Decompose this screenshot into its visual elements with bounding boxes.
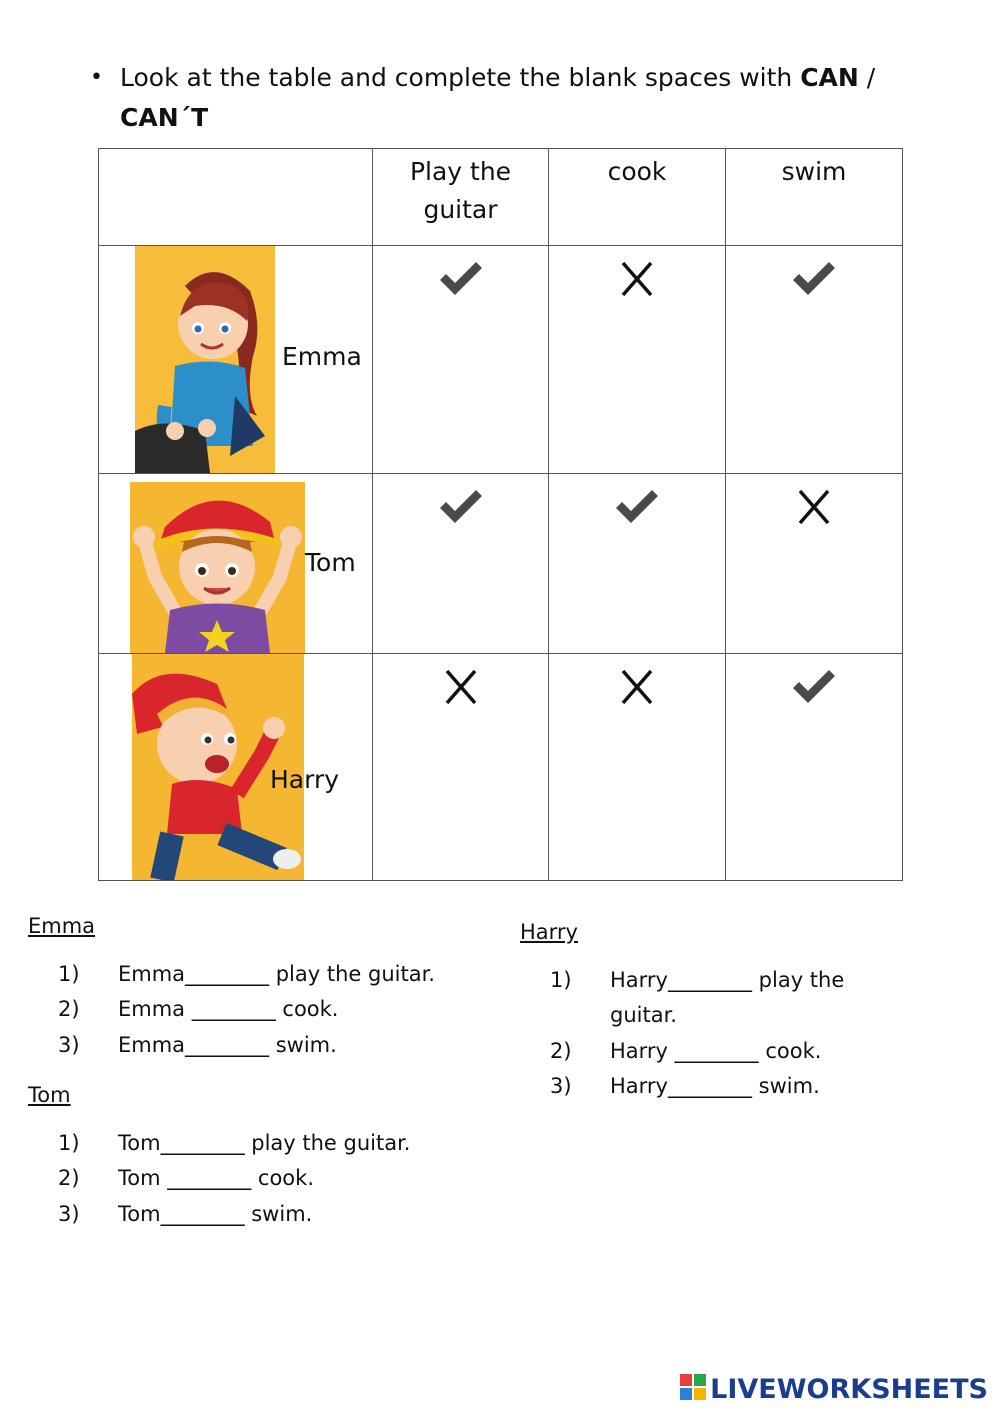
item-text: Tom________ swim. [118, 1202, 313, 1226]
logo-text: LIVEWORKSHEETS [710, 1373, 988, 1405]
emma-picture [135, 246, 275, 473]
header-cook: cook [549, 149, 726, 246]
table-row-harry [99, 654, 903, 881]
item-number: 2) [58, 1166, 80, 1190]
item-text: Tom________ play the guitar. [118, 1131, 411, 1155]
cross-icon [549, 668, 725, 706]
table-row-emma [99, 246, 903, 474]
item-number: 1) [550, 968, 572, 992]
instruction [90, 58, 900, 138]
emma-cook-cell [549, 246, 726, 474]
harry-name: Harry [270, 765, 340, 794]
tom-picture [130, 482, 305, 653]
instruction-text [120, 58, 900, 138]
can-word: CAN [800, 63, 859, 92]
harry-section-title: Harry [520, 920, 578, 944]
item-text-continuation: guitar. [610, 1003, 677, 1027]
check-icon [549, 488, 725, 526]
instruction-lead: Look at the table and complete the blank spaces with [120, 63, 801, 92]
tom-swim-cell [726, 474, 903, 654]
liveworksheets-icon [680, 1374, 706, 1404]
item-text: Harry________ swim. [610, 1074, 820, 1098]
header-swim: swim [726, 149, 903, 246]
harry-cook-cell [549, 654, 726, 881]
header-play-guitar: Play the guitar [373, 149, 549, 246]
tom-cook-cell [549, 474, 726, 654]
item-number: 1) [58, 1131, 80, 1155]
harry-swim-cell [726, 654, 903, 881]
empty-corner-cell [99, 149, 373, 246]
item-text: Harry________ play the [610, 968, 845, 992]
liveworksheets-logo[interactable] [680, 1372, 988, 1406]
harry-cell [99, 654, 373, 881]
header-row [99, 149, 903, 246]
item-text: Emma________ play the guitar. [118, 962, 435, 986]
emma-section-title: Emma [28, 914, 96, 938]
item-text: Tom ________ cook. [118, 1166, 314, 1190]
item-number: 2) [550, 1039, 572, 1063]
item-number: 3) [58, 1202, 80, 1226]
tom-cell [99, 474, 373, 654]
emma-name: Emma [282, 342, 362, 371]
abilities-table [98, 148, 903, 881]
cant-word: CAN´T [120, 103, 209, 132]
check-icon [373, 488, 548, 526]
item-number: 3) [550, 1074, 572, 1098]
emma-cell [99, 246, 373, 474]
cross-icon [726, 488, 902, 526]
harry-guitar-cell [373, 654, 549, 881]
tom-name: Tom [305, 548, 356, 577]
emma-swim-cell [726, 246, 903, 474]
item-number: 3) [58, 1033, 80, 1057]
bullet: • [90, 65, 103, 90]
item-text: Emma________ swim. [118, 1033, 337, 1057]
item-number: 2) [58, 997, 80, 1021]
emma-guitar-cell [373, 246, 549, 474]
table-row-tom [99, 474, 903, 654]
cross-icon [549, 260, 725, 298]
cross-icon [373, 668, 548, 706]
tom-guitar-cell [373, 474, 549, 654]
check-icon [726, 668, 902, 706]
slash: / [858, 63, 876, 92]
item-number: 1) [58, 962, 80, 986]
item-text: Harry ________ cook. [610, 1039, 822, 1063]
check-icon [373, 260, 548, 298]
item-text: Emma ________ cook. [118, 997, 339, 1021]
check-icon [726, 260, 902, 298]
tom-section-title: Tom [28, 1083, 71, 1107]
